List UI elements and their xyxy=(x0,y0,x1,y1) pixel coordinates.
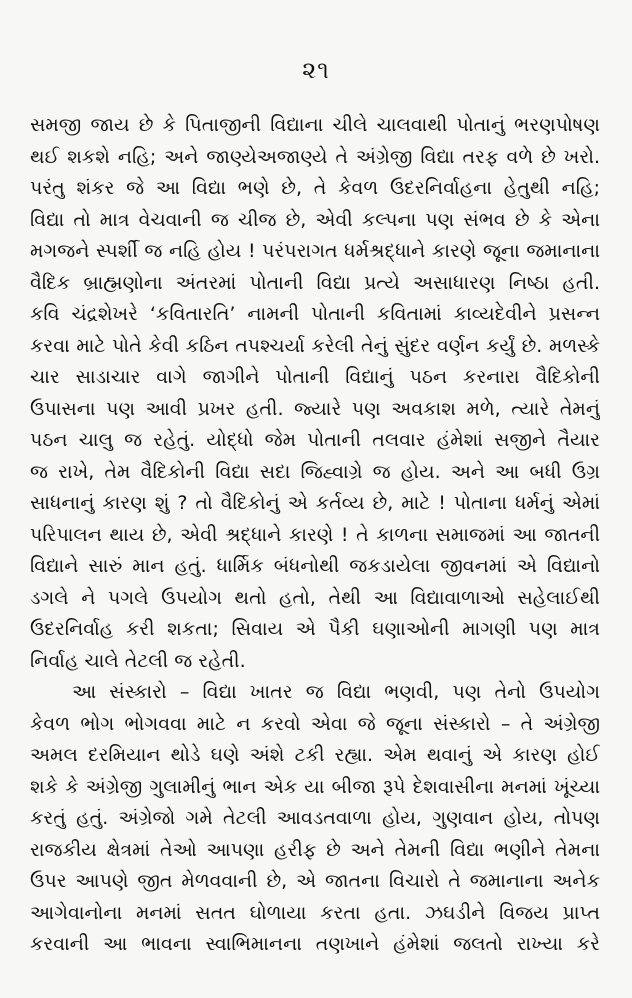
text-line: મગજને સ્પર્શી જ નહિ હોય ! પરંપરાગત ધર્મશ્રદ્ધાને કારણે જૂના જમાનાના xyxy=(30,240,600,262)
text-line: પરંતુ શંકર જે આ વિદ્યા ભણે છે, તે કેવળ ઉદરનિર્વાહના હેતુથી નહિ; xyxy=(30,177,600,199)
text-line: કવિ ચંદ્રશેખરે ‘કવિતારતિ’ નામની પોતાની કવિતામાં કાવ્યદેવીને પ્રસન્ન xyxy=(30,303,600,325)
text-line: પઠન ચાલુ જ રહેતું. યોદ્ધો જેમ પોતાની તલવાર હંમેશાં સજીને તૈયાર xyxy=(30,429,600,451)
text-line: જ રાખે, તેમ વૈદિકોની વિદ્યા સદા જિહ્વાગ્રે જ હોય. અને આ બધી ઉગ્ર xyxy=(30,460,600,483)
text-line: વિદ્યા તો માત્ર વેચવાની જ ચીજ છે, એવી કલ્પના પણ સંભવ છે કે એના xyxy=(30,208,600,231)
text-line: અમલ દરમિયાન થોડે ઘણે અંશે ટકી રહ્યા. એમ થવાનું એ કારણ હોઈ xyxy=(30,744,600,766)
text-line: ઉદરનિર્વાહ કરી શકતા; સિવાય એ પૈકી ઘણાઓની માગણી પણ માત્ર xyxy=(30,618,600,640)
text-line: રાજકીય ક્ષેત્રમાં તેઓ આપણા હરીફ છે અને તેમની વિદ્યા ભણીને તેમના xyxy=(30,838,600,861)
body-text xyxy=(30,110,600,961)
text-line: સમજી જાય છે કે પિતાજીની વિદ્યાના ચીલે ચાલવાથી પોતાનું ભરણપોષણ xyxy=(30,114,600,136)
text-line: પરિપાલન થાય છે, એવી શ્રદ્ધાને કારણે ! તે કાળના સમાજમાં આ જાતની xyxy=(30,523,600,546)
text-line: ચાર સાડાચાર વાગે જાગીને પોતાની વિદ્યાનું પઠન કરનારા વૈદિકોની xyxy=(30,366,600,388)
text-line: નિર્વાહ ચાલે તેટલી જ રહેતી. xyxy=(30,649,246,672)
text-line: કરતું હતું. અંગ્રેજો ગમે તેટલી આવડતવાળા હોય, ગુણવાન હોય, તોપણ xyxy=(30,807,600,829)
text-line: કરવા માટે પોતે કેવી કઠિન તપશ્ચર્યા કરેલી તેનું સુંદર વર્ણન કર્યું છે. મળસ્કે xyxy=(30,334,600,357)
text-line: ડગલે ને પગલે ઉપયોગ થતો હતો, તેથી આ વિદ્યાવાળાઓ સહેલાઈથી xyxy=(30,586,600,609)
text-line: સાધનાનું કારણ શું ? તો વૈદિકોનું એ કર્તવ્ય છે, માટે ! પોતાના ધર્મનું એમાં xyxy=(30,492,600,514)
text-line: શકે કે અંગ્રેજી ગુલામીનું ભાન એક યા બીજા રૂપે દેશવાસીના મનમાં ખૂંચ્યા xyxy=(30,775,600,798)
text-line: થઈ શકશે નહિ; અને જાણ્યેઅજાણ્યે તે અંગ્રેજી વિદ્યા તરફ વળે છે ખરો. xyxy=(30,145,600,168)
paragraph-2 xyxy=(30,677,600,961)
text-line: કેવળ ભોગ ભોગવવા માટે ન કરવો એવા જે જૂના સંસ્કારો – તે અંગ્રેજી xyxy=(30,712,600,735)
text-line: વૈદિક બ્રાહ્મણોના અંતરમાં પોતાની વિદ્યા પ્રત્યે અસાધારણ નિષ્ઠા હતી. xyxy=(30,271,600,294)
text-line: આગેવાનોના મનમાં સતત ઘોળાયા કરતા હતા. ઝઘડીને વિજય પ્રાપ્ત xyxy=(30,901,600,924)
paragraph-1 xyxy=(30,110,600,677)
text-line: વિદ્યાને સારું માન હતું. ધાર્મિક બંધનોથી જકડાયેલા જીવનમાં એ વિદ્યાનો xyxy=(30,555,600,577)
text-line: આ સંસ્કારો – વિદ્યા ખાતર જ વિદ્યા ભણવી, પણ તેનો ઉપયોગ xyxy=(72,681,600,703)
page-number: ૨૧ xyxy=(302,56,330,84)
text-line: ઉપાસના પણ આવી પ્રખર હતી. જ્યારે પણ અવકાશ મળે, ત્યારે તેમનું xyxy=(30,397,600,420)
text-line: ઉપર આપણે જીત મેળવવાની છે, એ જાતના વિચારો તે જમાનાના અનેક xyxy=(30,870,600,892)
text-line: કરવાની આ ભાવના સ્વાભિમાનના તણખાને હંમેશાં જલતો રાખ્યા કરે xyxy=(30,933,600,955)
